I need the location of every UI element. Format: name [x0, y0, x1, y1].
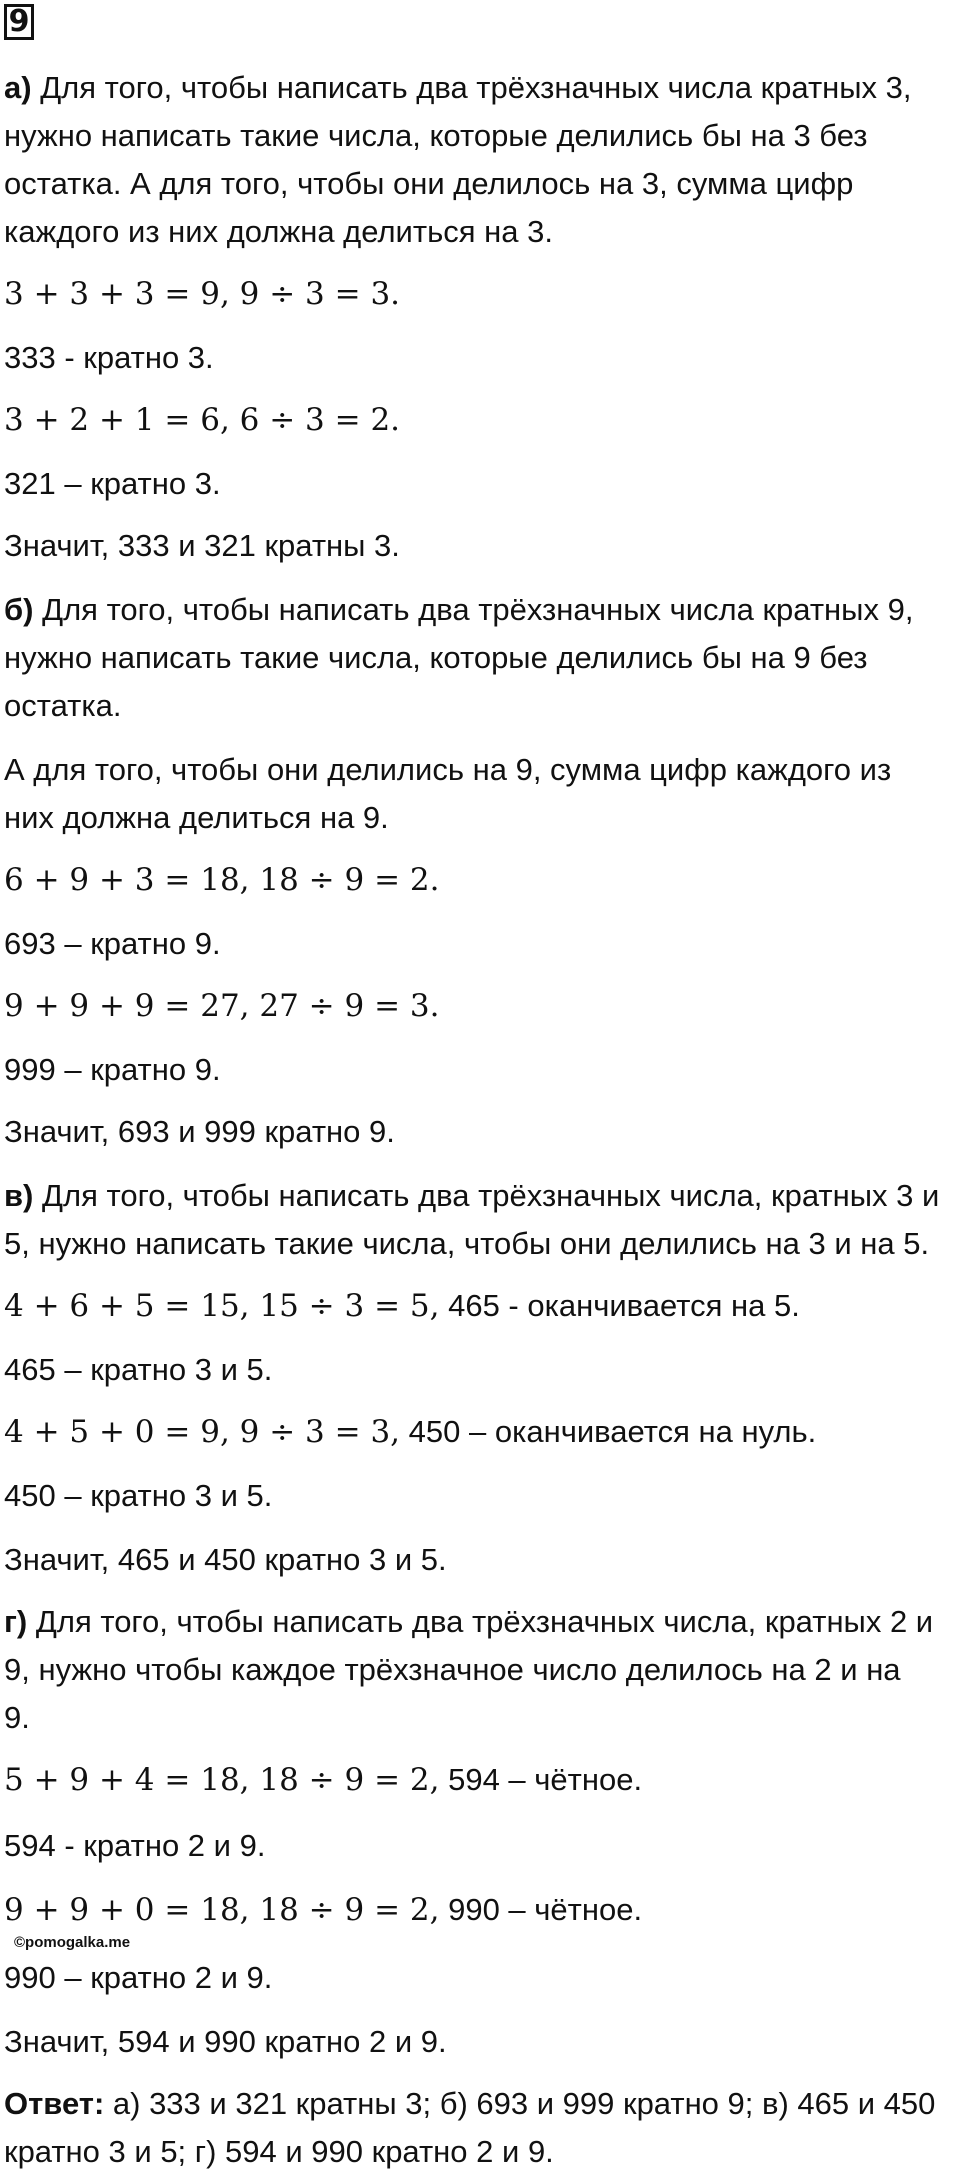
- part-g-equation-2-note: 990 – чётное.: [439, 1892, 643, 1927]
- part-b-line-1: [4, 586, 956, 634]
- part-b-equation-1: [4, 856, 956, 904]
- part-v-label: в): [4, 1178, 34, 1213]
- part-a-equation-2: [4, 396, 956, 444]
- part-g-line-1: [4, 1598, 956, 1646]
- exercise-number-badge: 9: [4, 4, 34, 40]
- part-v-line-2: 5, нужно написать такие числа, чтобы они делились на 3 и на 5.: [4, 1226, 930, 1261]
- part-v-equation-1-text: 4 + 6 + 5 = 15, 15 ÷ 3 = 5,: [4, 1288, 440, 1324]
- part-b-line-3: остатка.: [4, 688, 122, 723]
- part-a-equation-1: [4, 270, 956, 318]
- part-b-line-5: них должна делиться на 9.: [4, 800, 389, 835]
- part-b-line-4: А для того, чтобы они делились на 9, сумма цифр каждого из: [4, 752, 892, 787]
- part-g-result-1: 594 - кратно 2 и 9.: [4, 1828, 266, 1863]
- part-b-result-2: 999 – кратно 9.: [4, 1052, 221, 1087]
- part-g-label: г): [4, 1604, 28, 1639]
- part-v-equation-2-text: 4 + 5 + 0 = 9, 9 ÷ 3 = 3,: [4, 1414, 401, 1450]
- part-b-text-1: Для того, чтобы написать два трёхзначных числа кратных 9,: [33, 592, 914, 627]
- part-b-equation-2: [4, 982, 956, 1030]
- part-v-line-1: [4, 1172, 956, 1220]
- part-v-result-2: 450 – кратно 3 и 5.: [4, 1478, 273, 1513]
- part-g-line-3: 9.: [4, 1700, 30, 1735]
- part-a-line-4: каждого из них должна делиться на 3.: [4, 214, 553, 249]
- part-a-result-1: 333 - кратно 3.: [4, 340, 214, 375]
- part-v-equation-1: [4, 1282, 956, 1330]
- part-a-line-3: остатка. А для того, чтобы они делилось на 3, сумма цифр: [4, 166, 854, 201]
- part-g-equation-1: [4, 1756, 956, 1804]
- answer-label: Ответ:: [4, 2086, 105, 2121]
- part-g-conclusion: Значит, 594 и 990 кратно 2 и 9.: [4, 2024, 447, 2059]
- part-g-equation-2-text: 9 + 9 + 0 = 18, 18 ÷ 9 = 2,: [4, 1892, 440, 1928]
- part-a-line-1: [4, 64, 956, 112]
- part-b-result-1: 693 – кратно 9.: [4, 926, 221, 961]
- part-a-equation-1-text: 3 + 3 + 3 = 9, 9 ÷ 3 = 3.: [4, 276, 401, 312]
- part-a-result-2: 321 – кратно 3.: [4, 466, 221, 501]
- part-v-equation-2: [4, 1408, 956, 1456]
- part-a-line-2: нужно написать такие числа, которые делились бы на 3 без: [4, 118, 868, 153]
- part-g-equation-1-note: 594 – чётное.: [439, 1762, 643, 1797]
- part-b-equation-1-text: 6 + 9 + 3 = 18, 18 ÷ 9 = 2.: [4, 862, 440, 898]
- part-a-label: а): [4, 70, 32, 105]
- part-b-label: б): [4, 592, 34, 627]
- part-v-equation-2-note: 450 – оканчивается на нуль.: [400, 1414, 817, 1449]
- part-g-line-2: 9, нужно чтобы каждое трёхзначное число делилось на 2 и на: [4, 1652, 901, 1687]
- part-v-text-1: Для того, чтобы написать два трёхзначных числа, кратных 3 и: [33, 1178, 940, 1213]
- watermark-text: ©pomogalka.me: [14, 1934, 131, 1951]
- part-b-line-2: нужно написать такие числа, которые делились бы на 9 без: [4, 640, 868, 675]
- part-g-equation-1-text: 5 + 9 + 4 = 18, 18 ÷ 9 = 2,: [4, 1762, 440, 1798]
- part-g-equation-2: [4, 1886, 956, 1934]
- part-v-result-1: 465 – кратно 3 и 5.: [4, 1352, 273, 1387]
- answer-text-1: а) 333 и 321 кратны 3; б) 693 и 999 кратно 9; в) 465 и 450: [104, 2086, 936, 2121]
- part-a-conclusion: Значит, 333 и 321 кратны 3.: [4, 528, 400, 563]
- part-v-conclusion: Значит, 465 и 450 кратно 3 и 5.: [4, 1542, 447, 1577]
- answer-line-1: [4, 2080, 956, 2128]
- part-v-equation-1-note: 465 - оканчивается на 5.: [439, 1288, 800, 1323]
- part-a-equation-2-text: 3 + 2 + 1 = 6, 6 ÷ 3 = 2.: [4, 402, 401, 438]
- part-b-equation-2-text: 9 + 9 + 9 = 27, 27 ÷ 9 = 3.: [4, 988, 440, 1024]
- part-g-text-1: Для того, чтобы написать два трёхзначных числа, кратных 2 и: [27, 1604, 934, 1639]
- part-b-conclusion: Значит, 693 и 999 кратно 9.: [4, 1114, 395, 1149]
- part-g-result-2: 990 – кратно 2 и 9.: [4, 1960, 273, 1995]
- part-a-text-1: Для того, чтобы написать два трёхзначных числа кратных 3,: [31, 70, 912, 105]
- answer-line-2: кратно 3 и 5; г) 594 и 990 кратно 2 и 9.: [4, 2134, 554, 2169]
